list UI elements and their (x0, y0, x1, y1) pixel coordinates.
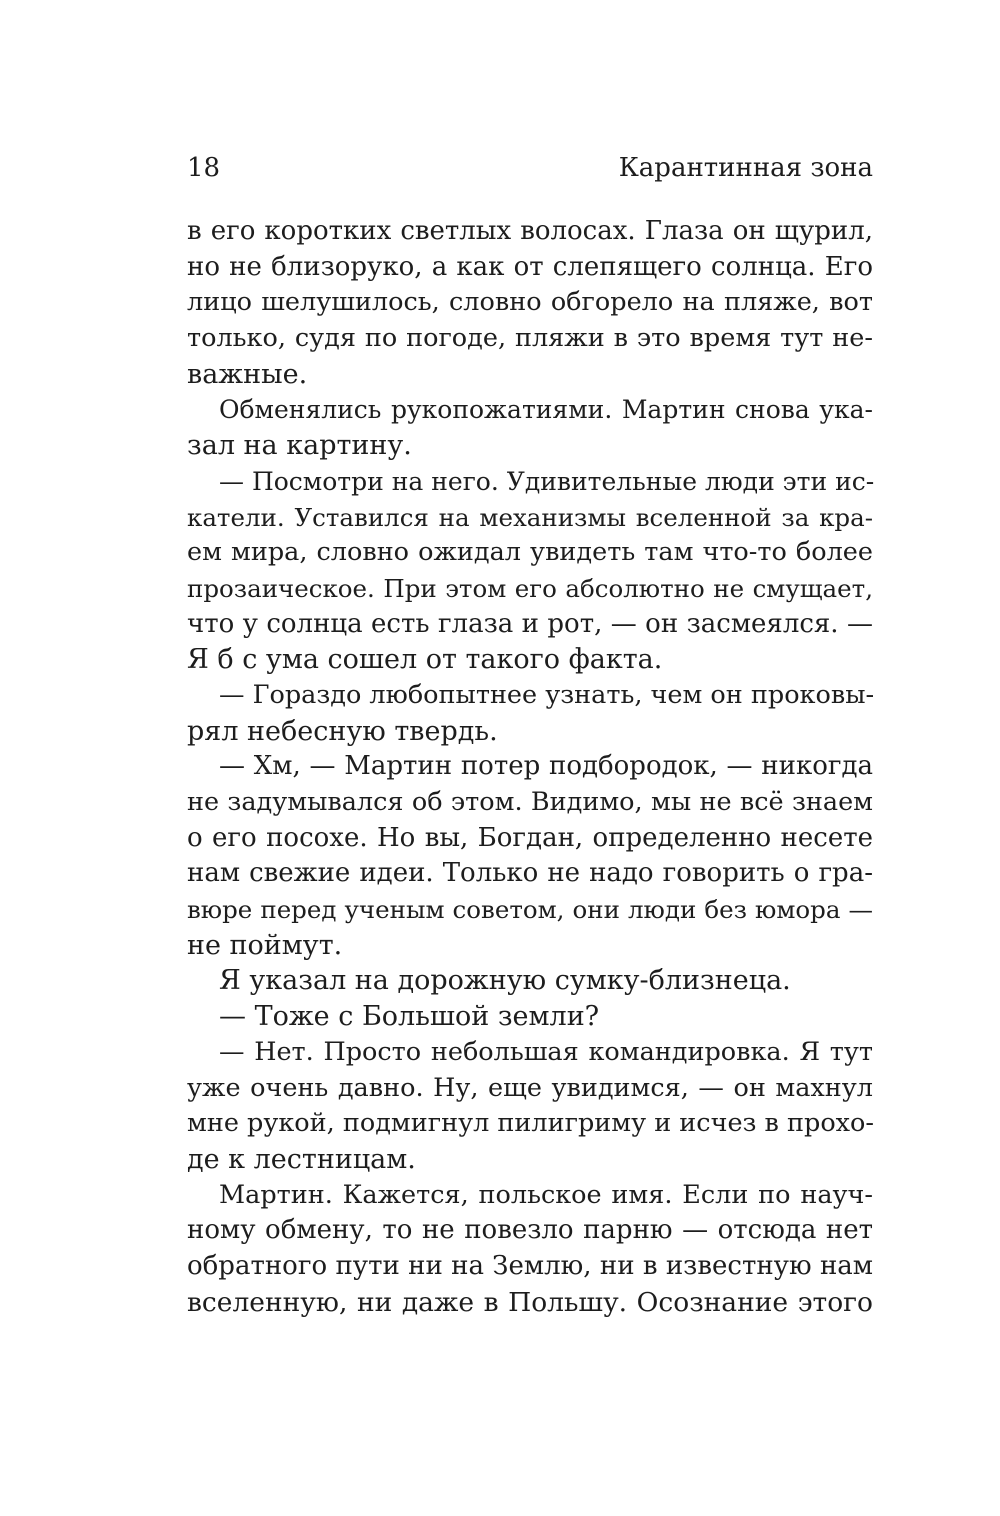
text-line: ем мира, словно ожидал увидеть там что-то более (187, 537, 873, 568)
text-line: что у солнца есть глаза и рот, — он засмеялся. — (187, 608, 873, 639)
text-line: в его коротких светлых волосах. Глаза он щурил, (187, 216, 873, 246)
text-line: но не близоруко, а как от слепящего солнца. Его (187, 251, 873, 282)
text-line: обратного пути ни на Землю, ни в известную нам (187, 1250, 873, 1281)
text-line: не поймут. (187, 929, 343, 961)
text-line: только, судя по погоде, пляжи в это время тут не- (187, 323, 873, 354)
text-line: — Тоже с Большой земли? (219, 1001, 600, 1033)
text-line: прозаическое. При этом его абсолютно не смущает, (187, 573, 873, 603)
text-line: уже очень давно. Ну, еще увидимся, — он махнул (187, 1072, 873, 1103)
text-line: нам свежие идеи. Только не надо говорить о гра- (187, 858, 873, 889)
book-page (187, 150, 873, 1320)
text-line: мне рукой, подмигнул пилигриму и исчез в прохо- (187, 1108, 875, 1139)
text-line: — Гораздо любопытнее узнать, чем он проковы- (219, 679, 875, 710)
text-line: вселенную, ни даже в Польшу. Осознание этого (187, 1286, 873, 1318)
text-line: де к лестницам. (187, 1143, 416, 1175)
body-text (187, 214, 873, 1320)
text-line: зал на картину. (187, 430, 412, 462)
text-line: катели. Уставился на механизмы вселенной за кра- (187, 502, 873, 532)
text-line: Мартин. Кажется, польское имя. Если по науч- (219, 1179, 873, 1210)
text-line: не задумывался об этом. Видимо, мы не всё знаем (187, 787, 873, 817)
text-line: рял небесную твердь. (187, 715, 498, 747)
text-line: — Нет. Просто небольшая командировка. Я тут (219, 1036, 873, 1067)
text-line: Я б с ума сошел от такого факта. (187, 644, 663, 676)
text-line: — Посмотри на него. Удивительные люди эти ис- (219, 466, 875, 496)
text-line: вюре перед ученым советом, они люди без юмора — (187, 895, 873, 925)
text-line: Обменялись рукопожатиями. Мартин снова ука- (219, 395, 873, 425)
text-line: Я указал на дорожную сумку-близнеца. (219, 965, 791, 997)
text-line: лицо шелушилось, словно обгорело на пляже, вот (187, 287, 873, 318)
running-header (187, 150, 873, 186)
running-title: Карантинная зона (618, 153, 873, 183)
text-line: — Хм, — Мартин потер подбородок, — никогда (219, 751, 873, 782)
text-line: важные. (187, 358, 308, 390)
text-line: о его посохе. Но вы, Богдан, определенно несете (187, 822, 873, 853)
page-number: 18 (187, 153, 221, 183)
text-line: ному обмену, то не повезло парню — отсюда нет (187, 1215, 873, 1246)
